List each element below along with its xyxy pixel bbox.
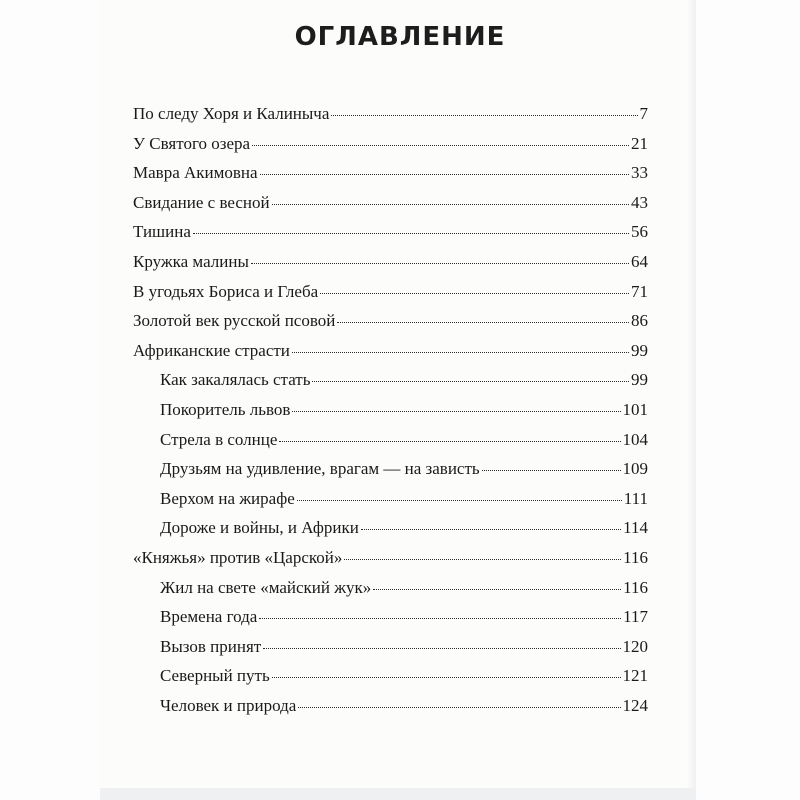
toc-page-number: 99 xyxy=(631,370,648,390)
toc-page-number: 109 xyxy=(622,459,648,479)
dot-leader xyxy=(344,559,621,560)
toc-page-number: 101 xyxy=(622,399,648,419)
toc-entry-title: «Княжья» против «Царской» xyxy=(133,547,343,567)
toc-page-number: 86 xyxy=(631,311,648,331)
dot-leader xyxy=(251,263,629,264)
toc-entry-title: Верхом на жирафе xyxy=(160,488,295,508)
toc-entry-title: Африканские страсти xyxy=(133,340,290,360)
toc-entry-title: Стрела в солнце xyxy=(160,429,278,449)
dot-leader xyxy=(373,589,621,590)
toc-page-number: 21 xyxy=(631,133,648,153)
toc-entry-title: Покоритель львов xyxy=(160,399,291,419)
toc-subentry xyxy=(133,666,648,696)
toc-entry xyxy=(133,134,648,164)
page-bottom-edge xyxy=(100,788,696,800)
toc-entry xyxy=(133,341,648,371)
toc-subentry xyxy=(133,489,648,519)
table-of-contents xyxy=(133,104,648,725)
toc-entry-title: Жил на свете «майский жук» xyxy=(160,577,372,597)
dot-leader xyxy=(320,293,629,294)
toc-entry-title: Мавра Акимовна xyxy=(133,163,258,183)
toc-entry-title: Северный путь xyxy=(160,666,270,686)
page-title: ОГЛАВЛЕНИЕ xyxy=(294,22,506,52)
dot-leader xyxy=(252,145,629,146)
toc-page-number: 120 xyxy=(622,636,648,656)
toc-page-number: 43 xyxy=(631,192,648,212)
dot-leader xyxy=(361,529,621,530)
page-edge xyxy=(688,0,696,800)
toc-subentry xyxy=(133,578,648,608)
dot-leader xyxy=(298,707,620,708)
toc-entry xyxy=(133,222,648,252)
toc-subentry xyxy=(133,430,648,460)
toc-entry-title: Кружка малины xyxy=(133,251,249,271)
toc-page-number: 71 xyxy=(631,281,648,301)
toc-page-number: 56 xyxy=(631,222,648,242)
toc-entry-title: Человек и природа xyxy=(160,695,297,715)
toc-page-number: 33 xyxy=(631,163,648,183)
dot-leader xyxy=(260,174,629,175)
toc-subentry xyxy=(133,607,648,637)
toc-entry-title: Золотой век русской псовой xyxy=(133,311,336,331)
dot-leader xyxy=(272,677,621,678)
toc-entry xyxy=(133,252,648,282)
dot-leader xyxy=(482,470,621,471)
toc-entry-title: Вызов принят xyxy=(160,636,262,656)
toc-entry-title: Друзьям на удивление, врагам — на зависть xyxy=(160,459,480,479)
toc-entry xyxy=(133,193,648,223)
toc-page-number: 114 xyxy=(623,518,648,538)
dot-leader xyxy=(331,115,637,116)
dot-leader xyxy=(193,233,629,234)
toc-subentry xyxy=(133,370,648,400)
toc-subentry xyxy=(133,637,648,667)
toc-page-number: 124 xyxy=(622,695,648,715)
toc-entry xyxy=(133,548,648,578)
toc-page-number: 117 xyxy=(623,607,648,627)
dot-leader xyxy=(312,381,629,382)
dot-leader xyxy=(292,352,629,353)
toc-entry xyxy=(133,163,648,193)
dot-leader xyxy=(263,648,620,649)
toc-entry xyxy=(133,104,648,134)
dot-leader xyxy=(259,618,621,619)
toc-subentry xyxy=(133,696,648,726)
toc-entry-title: Тишина xyxy=(133,222,191,242)
toc-subentry xyxy=(133,459,648,489)
dot-leader xyxy=(292,411,620,412)
toc-subentry xyxy=(133,400,648,430)
toc-subentry xyxy=(133,518,648,548)
toc-page-number: 99 xyxy=(631,340,648,360)
toc-entry-title: Дороже и войны, и Африки xyxy=(160,518,359,538)
toc-page-number: 111 xyxy=(623,488,648,508)
toc-entry-title: Как закалялась стать xyxy=(160,370,311,390)
toc-page-number: 116 xyxy=(623,577,648,597)
toc-entry-title: Свидание с весной xyxy=(133,192,270,212)
dot-leader xyxy=(337,322,629,323)
toc-entry xyxy=(133,311,648,341)
toc-page-number: 121 xyxy=(622,666,648,686)
toc-entry-title: В угодьях Бориса и Глеба xyxy=(133,281,319,301)
dot-leader xyxy=(272,204,629,205)
toc-entry xyxy=(133,282,648,312)
toc-page-number: 64 xyxy=(631,251,648,271)
toc-page-number: 116 xyxy=(623,547,648,567)
toc-page-number: 104 xyxy=(622,429,648,449)
toc-page-number: 7 xyxy=(639,104,648,123)
toc-entry-title: У Святого озера xyxy=(133,133,251,153)
dot-leader xyxy=(279,441,620,442)
toc-entry-title: Времена года xyxy=(160,607,258,627)
toc-entry-title: По следу Хоря и Калиныча xyxy=(133,104,330,123)
dot-leader xyxy=(297,500,622,501)
